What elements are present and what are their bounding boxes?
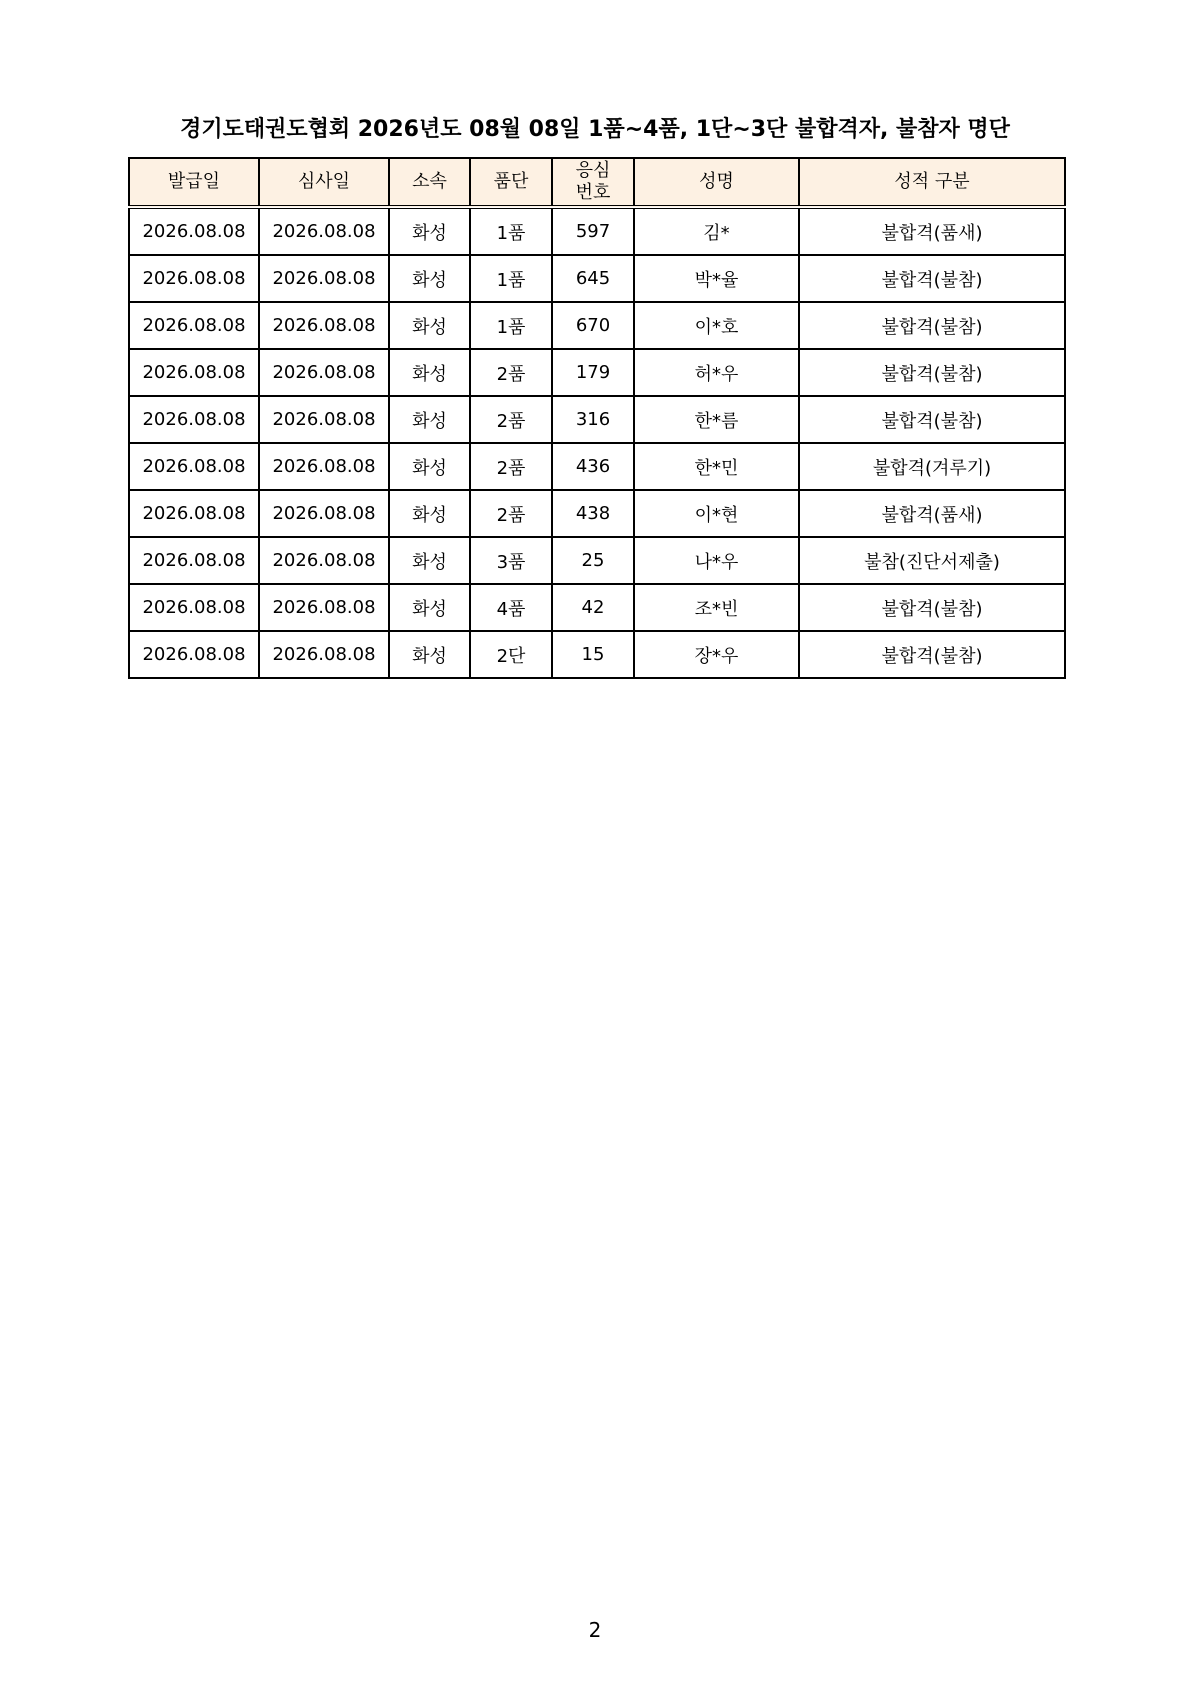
cell-issue-date: 2026.08.08 — [129, 255, 259, 302]
header-exam-number-line2: 번호 — [575, 182, 611, 203]
cell-grade: 1품 — [470, 255, 552, 302]
cell-branch: 화성 — [389, 302, 470, 349]
cell-name: 조*빈 — [634, 584, 799, 631]
table-row — [129, 443, 1065, 490]
cell-exam-date: 2026.08.08 — [259, 349, 389, 396]
cell-exam-number: 25 — [552, 537, 634, 584]
cell-issue-date: 2026.08.08 — [129, 584, 259, 631]
results-table — [128, 157, 1066, 679]
cell-grade: 1품 — [470, 207, 552, 255]
cell-grade: 1품 — [470, 302, 552, 349]
table-row — [129, 255, 1065, 302]
table-row — [129, 584, 1065, 631]
table-row — [129, 207, 1065, 255]
cell-branch: 화성 — [389, 207, 470, 255]
cell-exam-number: 316 — [552, 396, 634, 443]
cell-exam-date: 2026.08.08 — [259, 255, 389, 302]
cell-branch: 화성 — [389, 443, 470, 490]
cell-name: 한*민 — [634, 443, 799, 490]
cell-result: 불합격(불참) — [799, 302, 1065, 349]
cell-grade: 3품 — [470, 537, 552, 584]
cell-branch: 화성 — [389, 537, 470, 584]
cell-issue-date: 2026.08.08 — [129, 631, 259, 678]
page-number: 2 — [588, 1618, 602, 1642]
cell-result: 불참(진단서제출) — [799, 537, 1065, 584]
cell-exam-date: 2026.08.08 — [259, 584, 389, 631]
cell-exam-date: 2026.08.08 — [259, 443, 389, 490]
cell-exam-number: 438 — [552, 490, 634, 537]
cell-exam-number: 42 — [552, 584, 634, 631]
cell-issue-date: 2026.08.08 — [129, 490, 259, 537]
cell-name: 한*름 — [634, 396, 799, 443]
cell-branch: 화성 — [389, 255, 470, 302]
cell-exam-number: 179 — [552, 349, 634, 396]
cell-grade: 2단 — [470, 631, 552, 678]
cell-issue-date: 2026.08.08 — [129, 396, 259, 443]
header-issue-date: 발급일 — [129, 158, 259, 207]
cell-name: 이*현 — [634, 490, 799, 537]
cell-issue-date: 2026.08.08 — [129, 349, 259, 396]
cell-result: 불합격(불참) — [799, 349, 1065, 396]
cell-name: 김* — [634, 207, 799, 255]
cell-issue-date: 2026.08.08 — [129, 207, 259, 255]
cell-result: 불합격(겨루기) — [799, 443, 1065, 490]
cell-grade: 2품 — [470, 349, 552, 396]
cell-exam-date: 2026.08.08 — [259, 302, 389, 349]
cell-grade: 2품 — [470, 396, 552, 443]
cell-exam-date: 2026.08.08 — [259, 490, 389, 537]
cell-branch: 화성 — [389, 349, 470, 396]
cell-branch: 화성 — [389, 631, 470, 678]
cell-issue-date: 2026.08.08 — [129, 537, 259, 584]
table-row — [129, 631, 1065, 678]
cell-branch: 화성 — [389, 396, 470, 443]
cell-result: 불합격(품새) — [799, 207, 1065, 255]
header-exam-date: 심사일 — [259, 158, 389, 207]
cell-result: 불합격(품새) — [799, 490, 1065, 537]
header-grade: 품단 — [470, 158, 552, 207]
cell-grade: 2품 — [470, 490, 552, 537]
cell-result: 불합격(불참) — [799, 631, 1065, 678]
cell-exam-date: 2026.08.08 — [259, 631, 389, 678]
cell-exam-number: 436 — [552, 443, 634, 490]
header-result: 성적 구분 — [799, 158, 1065, 207]
header-branch: 소속 — [389, 158, 470, 207]
document-title: 경기도태권도협회 2026년도 08월 08일 1품~4품, 1단~3단 불합격자, 불참자 명단 — [180, 117, 1010, 142]
header-exam-number — [552, 158, 634, 207]
table-header-row — [129, 158, 1065, 207]
cell-result: 불합격(불참) — [799, 396, 1065, 443]
cell-branch: 화성 — [389, 584, 470, 631]
table-row — [129, 349, 1065, 396]
cell-branch: 화성 — [389, 490, 470, 537]
header-name: 성명 — [634, 158, 799, 207]
cell-name: 이*호 — [634, 302, 799, 349]
cell-grade: 2품 — [470, 443, 552, 490]
cell-exam-number: 15 — [552, 631, 634, 678]
cell-exam-number: 645 — [552, 255, 634, 302]
cell-grade: 4품 — [470, 584, 552, 631]
cell-issue-date: 2026.08.08 — [129, 443, 259, 490]
table-row — [129, 490, 1065, 537]
cell-name: 박*율 — [634, 255, 799, 302]
table-row — [129, 537, 1065, 584]
cell-exam-number: 597 — [552, 207, 634, 255]
cell-issue-date: 2026.08.08 — [129, 302, 259, 349]
cell-result: 불합격(불참) — [799, 255, 1065, 302]
cell-name: 장*우 — [634, 631, 799, 678]
cell-exam-number: 670 — [552, 302, 634, 349]
cell-exam-date: 2026.08.08 — [259, 207, 389, 255]
cell-name: 나*우 — [634, 537, 799, 584]
table-row — [129, 302, 1065, 349]
header-exam-number-line1: 응심 — [575, 160, 611, 181]
cell-name: 허*우 — [634, 349, 799, 396]
cell-exam-date: 2026.08.08 — [259, 396, 389, 443]
cell-exam-date: 2026.08.08 — [259, 537, 389, 584]
cell-result: 불합격(불참) — [799, 584, 1065, 631]
table-row — [129, 396, 1065, 443]
